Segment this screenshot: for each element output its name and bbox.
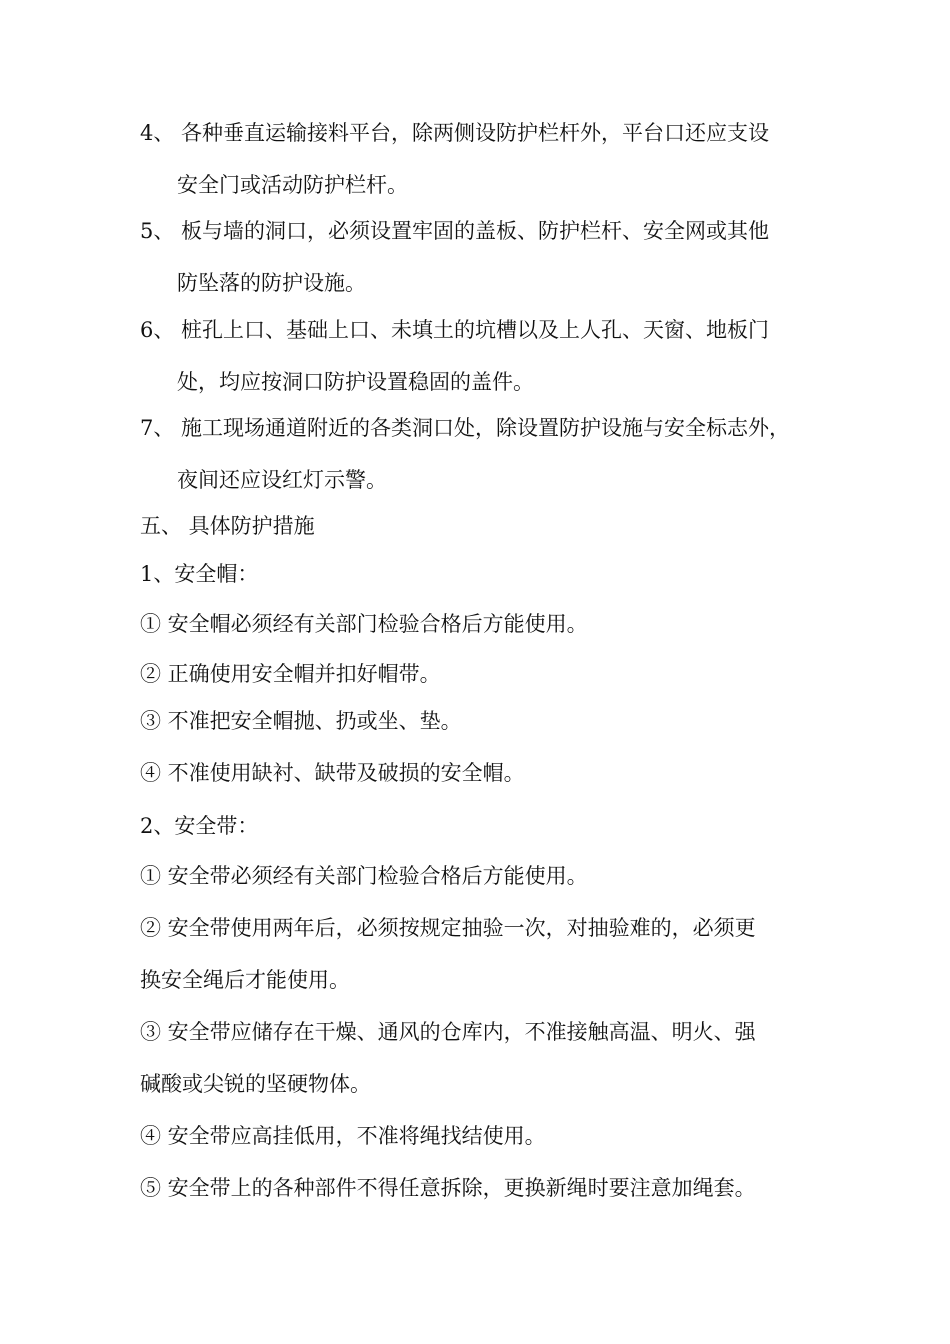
list-item-5-line-2: 防坠落的防护设施。: [177, 271, 366, 295]
list-item-4-line-2: 安全门或活动防护栏杆。: [177, 173, 408, 197]
section-heading: 五、 具体防护措施: [140, 514, 315, 538]
list-item-6-line-1: 6、 桩孔上口、基础上口、未填土的坑槽以及上人孔、天窗、地板门: [140, 318, 770, 342]
belt-item-3-line-1: ③ 安全带应储存在干燥、通风的仓库内，不准接触高温、明火、强: [140, 1020, 756, 1044]
list-item-4-line-1: 4、 各种垂直运输接料平台，除两侧设防护栏杆外，平台口还应支设: [140, 121, 770, 145]
helmet-item-1: ① 安全帽必须经有关部门检验合格后方能使用。: [140, 612, 588, 636]
belt-item-3-line-2: 碱酸或尖锐的坚硬物体。: [140, 1072, 371, 1096]
list-item-6-line-2: 处，均应按洞口防护设置稳固的盖件。: [177, 370, 534, 394]
belt-item-5: ⑤ 安全带上的各种部件不得任意拆除，更换新绳时要注意加绳套。: [140, 1176, 756, 1200]
list-item-7-line-2: 夜间还应设红灯示警。: [177, 468, 387, 492]
helmet-item-3: ③ 不准把安全帽抛、扔或坐、垫。: [140, 709, 462, 733]
subheading-helmet: 1、安全帽：: [140, 562, 259, 586]
belt-item-2-line-1: ② 安全带使用两年后，必须按规定抽验一次，对抽验难的，必须更: [140, 916, 756, 940]
belt-item-1: ① 安全带必须经有关部门检验合格后方能使用。: [140, 864, 588, 888]
belt-item-2-line-2: 换安全绳后才能使用。: [140, 968, 350, 992]
list-item-7-line-1: 7、 施工现场通道附近的各类洞口处，除设置防护设施与安全标志外，: [140, 416, 791, 440]
helmet-item-2: ② 正确使用安全帽并扣好帽带。: [140, 662, 441, 686]
helmet-item-4: ④ 不准使用缺衬、缺带及破损的安全帽。: [140, 761, 525, 785]
subheading-belt: 2、安全带：: [140, 814, 259, 838]
belt-item-4: ④ 安全带应高挂低用，不准将绳找结使用。: [140, 1124, 546, 1148]
list-item-5-line-1: 5、 板与墙的洞口，必须设置牢固的盖板、防护栏杆、安全网或其他: [140, 219, 770, 243]
